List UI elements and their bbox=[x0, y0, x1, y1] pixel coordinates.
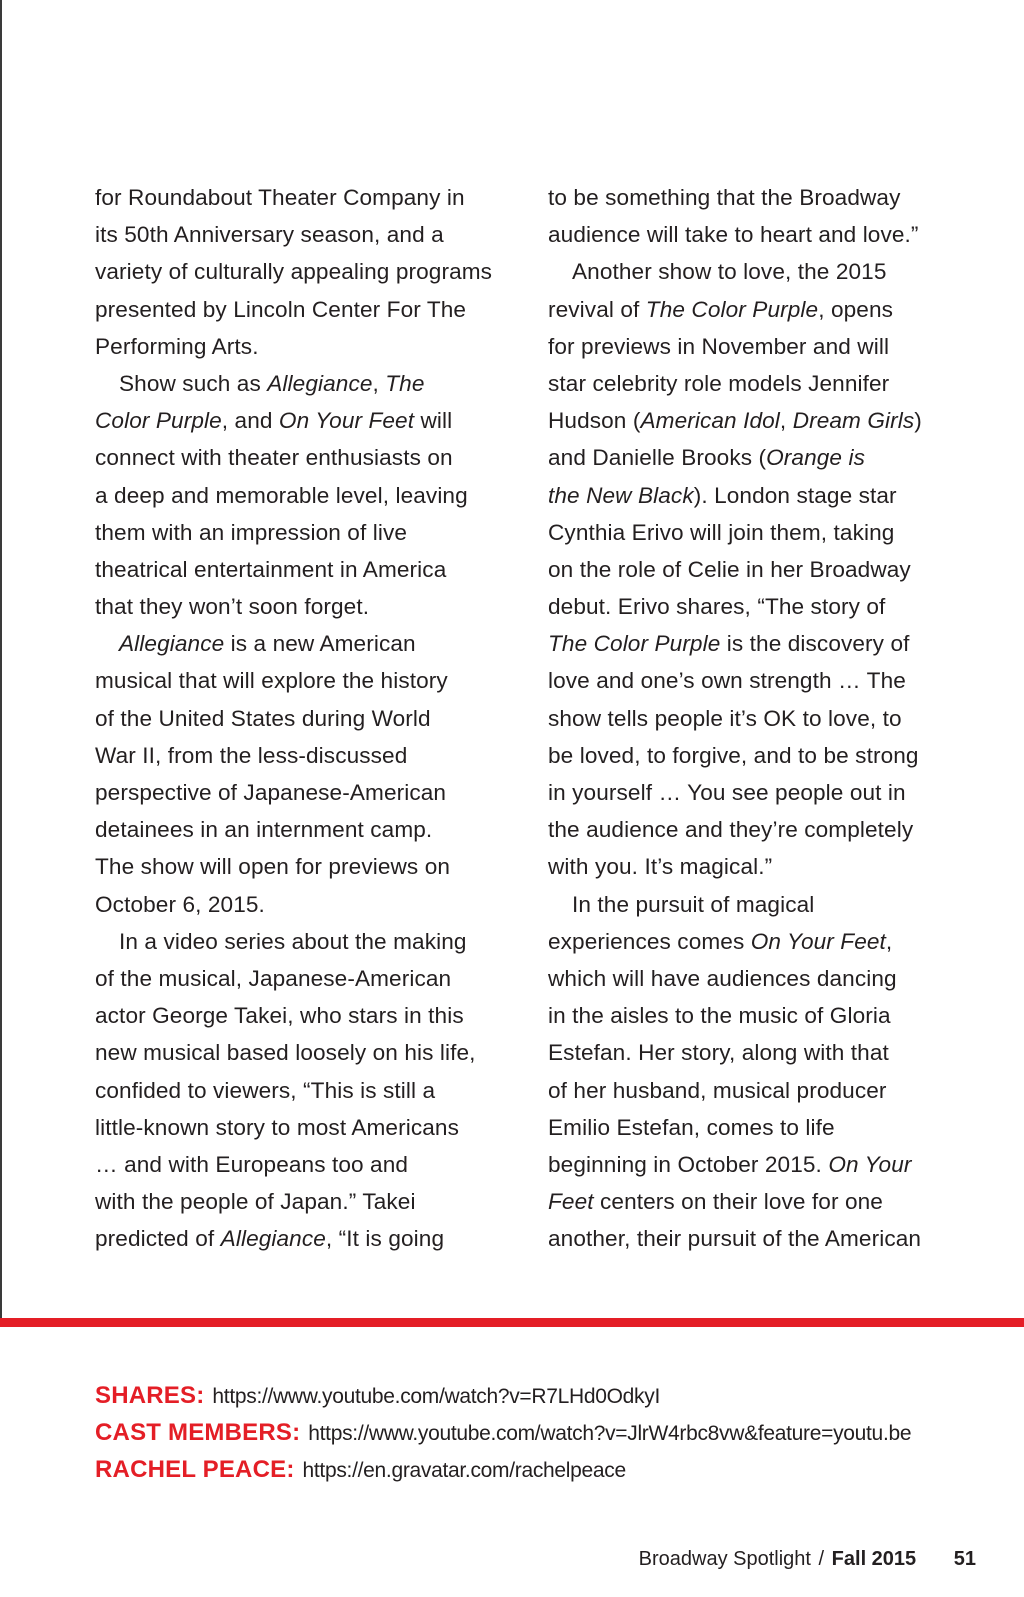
italic-title-text: On Your bbox=[828, 1151, 912, 1177]
article-text-line bbox=[548, 551, 978, 588]
article-text-line bbox=[548, 216, 978, 253]
body-text-run: of her husband, musical producer bbox=[548, 1077, 887, 1103]
article-text-line bbox=[548, 439, 978, 476]
article-text-line bbox=[548, 848, 978, 885]
body-text-run: Performing Arts. bbox=[95, 333, 259, 359]
body-text-run: connect with theater enthusiasts on bbox=[95, 445, 453, 471]
body-text-run: that they won’t soon forget. bbox=[95, 594, 370, 620]
article-text-line bbox=[95, 216, 515, 253]
body-text-run: will bbox=[414, 408, 453, 434]
article-text-line bbox=[95, 737, 515, 774]
body-text-run: confided to viewers, “This is still a bbox=[95, 1077, 436, 1103]
body-text-run: for previews in November and will bbox=[548, 333, 890, 359]
article-text-line bbox=[95, 551, 515, 588]
body-text-run: little-known story to most Americans bbox=[95, 1114, 459, 1140]
body-text-run: on the role of Celie in her Broadway bbox=[548, 556, 911, 582]
article-text-line bbox=[95, 923, 515, 960]
article-text-line bbox=[548, 700, 978, 737]
body-text-run: detainees in an internment camp. bbox=[95, 817, 433, 843]
body-text-run: audience will take to heart and love.” bbox=[548, 222, 919, 248]
body-text-run: is the discovery of bbox=[720, 631, 910, 657]
article-text-line bbox=[548, 402, 978, 439]
body-text-run: predicted of bbox=[95, 1226, 221, 1252]
body-text-run: with the people of Japan.” Takei bbox=[95, 1189, 416, 1215]
body-text-run: in the aisles to the music of Gloria bbox=[548, 1003, 891, 1029]
article-text-line bbox=[95, 1183, 515, 1220]
article-text-line bbox=[95, 328, 515, 365]
article-column-left bbox=[95, 179, 515, 1257]
body-text-run: beginning in October 2015. bbox=[548, 1151, 829, 1177]
article-text-line bbox=[95, 1072, 515, 1109]
body-text-run: In a video series about the making bbox=[119, 928, 467, 954]
italic-title-text: On Your Feet bbox=[750, 928, 886, 954]
article-text-line bbox=[548, 737, 978, 774]
body-text-run: , opens bbox=[818, 296, 894, 322]
body-text-run: to be something that the Broadway bbox=[548, 185, 901, 210]
body-text-run: In the pursuit of magical bbox=[572, 891, 815, 917]
body-text-run: Show such as bbox=[119, 370, 268, 396]
italic-title-text: the New Black bbox=[548, 482, 694, 508]
article-text-line bbox=[95, 477, 515, 514]
italic-title-text: Allegiance bbox=[267, 370, 373, 396]
link-row-cast-members bbox=[95, 1414, 911, 1451]
body-text-run: , bbox=[372, 370, 386, 396]
body-text-run: … and with Europeans too and bbox=[95, 1151, 409, 1177]
body-text-run: ). London stage star bbox=[693, 482, 897, 508]
body-text-run: be loved, to forgive, and to be strong bbox=[548, 742, 919, 768]
article-text-line bbox=[95, 253, 515, 290]
article-text-line bbox=[548, 1183, 978, 1220]
body-text-run: for Roundabout Theater Company in bbox=[95, 185, 465, 210]
body-text-run: presented by Lincoln Center For The bbox=[95, 296, 467, 322]
italic-title-text: Allegiance bbox=[220, 1226, 326, 1252]
italic-title-text: Orange is bbox=[766, 445, 865, 471]
italic-title-text: Allegiance bbox=[119, 631, 225, 657]
body-text-run: a deep and memorable level, leaving bbox=[95, 482, 468, 508]
article-text-line bbox=[95, 848, 515, 885]
body-text-run: another, their pursuit of the American bbox=[548, 1226, 922, 1252]
footer-page-number: 51 bbox=[953, 1548, 976, 1570]
body-text-run: Cynthia Erivo will join them, taking bbox=[548, 519, 895, 545]
footer-publication: Broadway Spotlight bbox=[638, 1548, 811, 1570]
italic-title-text: The Color Purple bbox=[548, 631, 721, 657]
body-text-run: variety of culturally appealing programs bbox=[95, 259, 493, 285]
body-text-run: centers on their love for one bbox=[593, 1189, 883, 1215]
body-text-run: show tells people it’s OK to love, to bbox=[548, 705, 902, 731]
body-text-run: with you. It’s magical.” bbox=[548, 854, 773, 880]
article-text-line bbox=[548, 1034, 978, 1071]
article-text-line bbox=[548, 811, 978, 848]
article-text-line bbox=[95, 1034, 515, 1071]
body-text-run: War II, from the less-discussed bbox=[95, 742, 408, 768]
article-text-line bbox=[548, 1072, 978, 1109]
link-label-shares: SHARES: bbox=[95, 1382, 205, 1409]
body-text-run: of the musical, Japanese-American bbox=[95, 965, 452, 991]
body-text-run: perspective of Japanese-American bbox=[95, 780, 447, 805]
footer-separator: / bbox=[818, 1548, 825, 1570]
body-text-run: Hudson ( bbox=[548, 408, 641, 434]
body-text-run: Emilio Estefan, comes to life bbox=[548, 1114, 835, 1140]
article-text-line bbox=[548, 1146, 978, 1183]
body-text-run: them with an impression of live bbox=[95, 519, 408, 545]
link-label-cast-members: CAST MEMBERS: bbox=[95, 1419, 301, 1446]
article-text-line bbox=[548, 588, 978, 625]
article-text-line bbox=[95, 365, 515, 402]
article-text-line bbox=[95, 625, 515, 662]
body-text-run: , bbox=[779, 408, 793, 434]
article-text-line bbox=[95, 402, 515, 439]
body-text-run: the audience and they’re completely bbox=[548, 817, 914, 843]
article-text-line bbox=[548, 997, 978, 1034]
page-edge-line bbox=[0, 0, 2, 1322]
body-text-run: in yourself … You see people out in bbox=[548, 780, 906, 805]
article-text-line bbox=[95, 588, 515, 625]
article-text-line bbox=[95, 1220, 515, 1257]
red-divider-rule bbox=[0, 1318, 1024, 1327]
article-text-line bbox=[95, 439, 515, 476]
article-text-line bbox=[95, 886, 515, 923]
article-text-line bbox=[95, 960, 515, 997]
article-text-line bbox=[548, 514, 978, 551]
article-text-line bbox=[548, 1220, 978, 1257]
article-text-line bbox=[548, 253, 978, 290]
italic-title-text: The bbox=[385, 370, 425, 396]
body-text-run: Estefan. Her story, along with that bbox=[548, 1040, 889, 1066]
article-text-line bbox=[95, 291, 515, 328]
page-footer bbox=[639, 1548, 976, 1571]
article-text-line bbox=[95, 774, 515, 811]
link-url-cast-members[interactable]: https://www.youtube.com/watch?v=JlrW4rbc8vw&feature=youtu.be bbox=[308, 1422, 912, 1445]
body-text-run: actor George Takei, who stars in this bbox=[95, 1003, 464, 1029]
body-text-run: , “It is going bbox=[325, 1226, 445, 1252]
article-text-line bbox=[95, 514, 515, 551]
body-text-run: experiences comes bbox=[548, 928, 751, 954]
article-text-line bbox=[95, 1146, 515, 1183]
link-row-shares bbox=[95, 1377, 911, 1414]
article-text-line bbox=[548, 365, 978, 402]
body-text-run: love and one’s own strength … The bbox=[548, 668, 906, 694]
footer-issue: Fall 2015 bbox=[831, 1548, 917, 1570]
italic-title-text: Feet bbox=[548, 1189, 594, 1215]
body-text-run: , bbox=[885, 928, 893, 954]
italic-title-text: The Color Purple bbox=[645, 296, 819, 322]
body-text-run: The show will open for previews on bbox=[95, 854, 451, 880]
article-text-line bbox=[95, 700, 515, 737]
article-text-line bbox=[548, 923, 978, 960]
article-text-line bbox=[95, 997, 515, 1034]
body-text-run: which will have audiences dancing bbox=[548, 965, 897, 991]
article-text-line bbox=[95, 662, 515, 699]
body-text-run: musical that will explore the history bbox=[95, 668, 448, 694]
body-text-run: theatrical entertainment in America bbox=[95, 556, 447, 582]
italic-title-text: American Idol bbox=[640, 408, 780, 434]
body-text-run: of the United States during World bbox=[95, 705, 431, 731]
article-text-line bbox=[548, 774, 978, 811]
link-url-shares[interactable]: https://www.youtube.com/watch?v=R7LHd0OdkyI bbox=[212, 1385, 660, 1408]
article-text-line bbox=[548, 291, 978, 328]
body-text-run: and Danielle Brooks ( bbox=[548, 445, 767, 471]
link-url-rachel-peace[interactable]: https://en.gravatar.com/rachelpeace bbox=[302, 1459, 626, 1482]
video-links-section bbox=[95, 1377, 911, 1488]
article-text-line bbox=[548, 328, 978, 365]
article-text-line bbox=[95, 811, 515, 848]
article-column-right bbox=[548, 179, 978, 1257]
article-text-line bbox=[95, 1109, 515, 1146]
body-text-run: new musical based loosely on his life, bbox=[95, 1040, 476, 1066]
italic-title-text: Color Purple bbox=[95, 408, 222, 434]
article-text-line bbox=[548, 477, 978, 514]
article-text-line bbox=[548, 625, 978, 662]
article-text-line bbox=[548, 886, 978, 923]
body-text-run: debut. Erivo shares, “The story of bbox=[548, 594, 886, 620]
article-text-line bbox=[548, 1109, 978, 1146]
body-text-run: revival of bbox=[548, 296, 646, 322]
body-text-run: ) bbox=[914, 408, 922, 434]
article-text-line bbox=[548, 179, 978, 216]
link-label-rachel-peace: RACHEL PEACE: bbox=[95, 1456, 295, 1483]
body-text-run: is a new American bbox=[224, 631, 416, 657]
body-text-run: star celebrity role models Jennifer bbox=[548, 370, 890, 396]
body-text-run: its 50th Anniversary season, and a bbox=[95, 222, 444, 248]
article-text-line bbox=[548, 960, 978, 997]
article-text-line bbox=[548, 662, 978, 699]
italic-title-text: On Your Feet bbox=[278, 408, 415, 434]
body-text-run: Another show to love, the 2015 bbox=[572, 259, 887, 285]
link-row-rachel-peace bbox=[95, 1451, 911, 1488]
body-text-run: October 6, 2015. bbox=[95, 891, 265, 917]
italic-title-text: Dream Girls bbox=[792, 408, 915, 434]
article-text-line bbox=[95, 179, 515, 216]
body-text-run: , and bbox=[221, 408, 279, 434]
